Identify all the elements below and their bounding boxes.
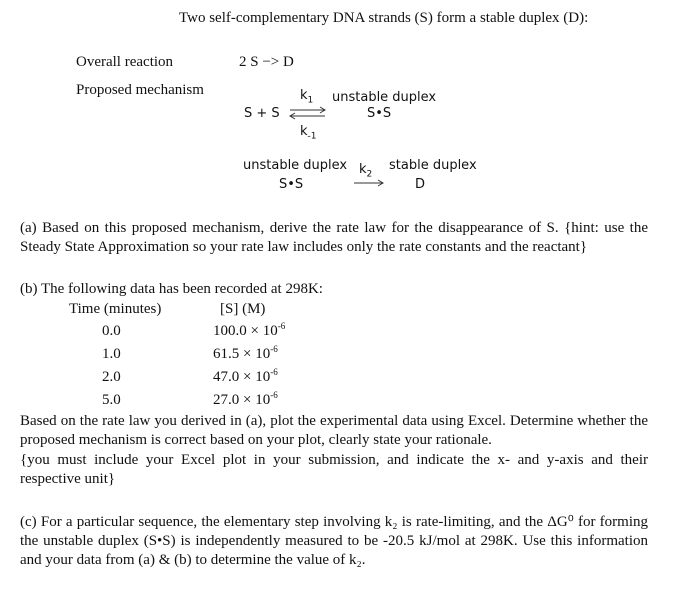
table-row-concentration: $47.0 \times 10^{-6}$ (213, 367, 278, 385)
equilibrium-arrows-icon (287, 106, 329, 120)
table-row-time: 0.0 (102, 323, 121, 339)
k2-label: $k_2$ (359, 162, 373, 180)
step2-reactant-name: unstable duplex (243, 158, 348, 173)
overall-reaction-equation: 2 S −> D (239, 54, 294, 70)
page-title: Two self-complementary DNA strands (S) form a stable duplex (D): (179, 10, 589, 26)
proposed-mechanism-label: Proposed mechanism (76, 82, 204, 98)
forward-arrow-icon (352, 178, 386, 188)
step2-product-formula: D (415, 177, 426, 192)
table-row-time: 1.0 (102, 346, 121, 362)
k-minus1-label: $k_{-1}$ (300, 124, 317, 142)
step1-product-formula: S•S (367, 106, 392, 121)
part-b-note: {you must include your Excel plot in your submission, and indicate the x- and y-axis and their respective unit} (20, 452, 648, 487)
step2-product-name: stable duplex (389, 158, 477, 173)
part-a-question: (a) Based on this proposed mechanism, derive the rate law for the disappearance of S. {hint: use the Steady State Approximation so your rate law includes only the rate constants and the reactant} (20, 220, 648, 255)
table-row-concentration: $61.5 \times 10^{-6}$ (213, 344, 278, 362)
overall-reaction-label: Overall reaction (76, 54, 174, 70)
table-row-concentration: $100.0 \times 10^{-6}$ (213, 321, 286, 339)
table-row-concentration: $27.0 \times 10^{-6}$ (213, 390, 278, 408)
step1-product-name: unstable duplex (332, 90, 437, 105)
step2-reactant-formula: S•S (279, 177, 304, 192)
step1-reactants: S + S (244, 106, 280, 121)
part-c-question: (c) For a particular sequence, the elementary step involving k₂ is rate-limiting, and the ΔG⁰ for forming the unstable duplex (S•S) is independently measured to be -20.5 kJ/mol at 298K. Use this information and your data from (a) & (b) to determine the value of k₂. (20, 514, 648, 568)
table-header-time: Time (minutes) (69, 301, 162, 317)
table-row-time: 2.0 (102, 369, 121, 385)
table-header-concentration: [S] (M) (220, 301, 266, 317)
k1-label: $k_1$ (300, 88, 314, 106)
table-row-time: 5.0 (102, 392, 121, 408)
part-b-intro: (b) The following data has been recorded at 298K: (20, 281, 323, 297)
part-b-instructions: Based on the rate law you derived in (a), plot the experimental data using Excel. Determine whether the proposed mechanism is correct based on your plot, clearly state your rationale. (20, 413, 648, 448)
